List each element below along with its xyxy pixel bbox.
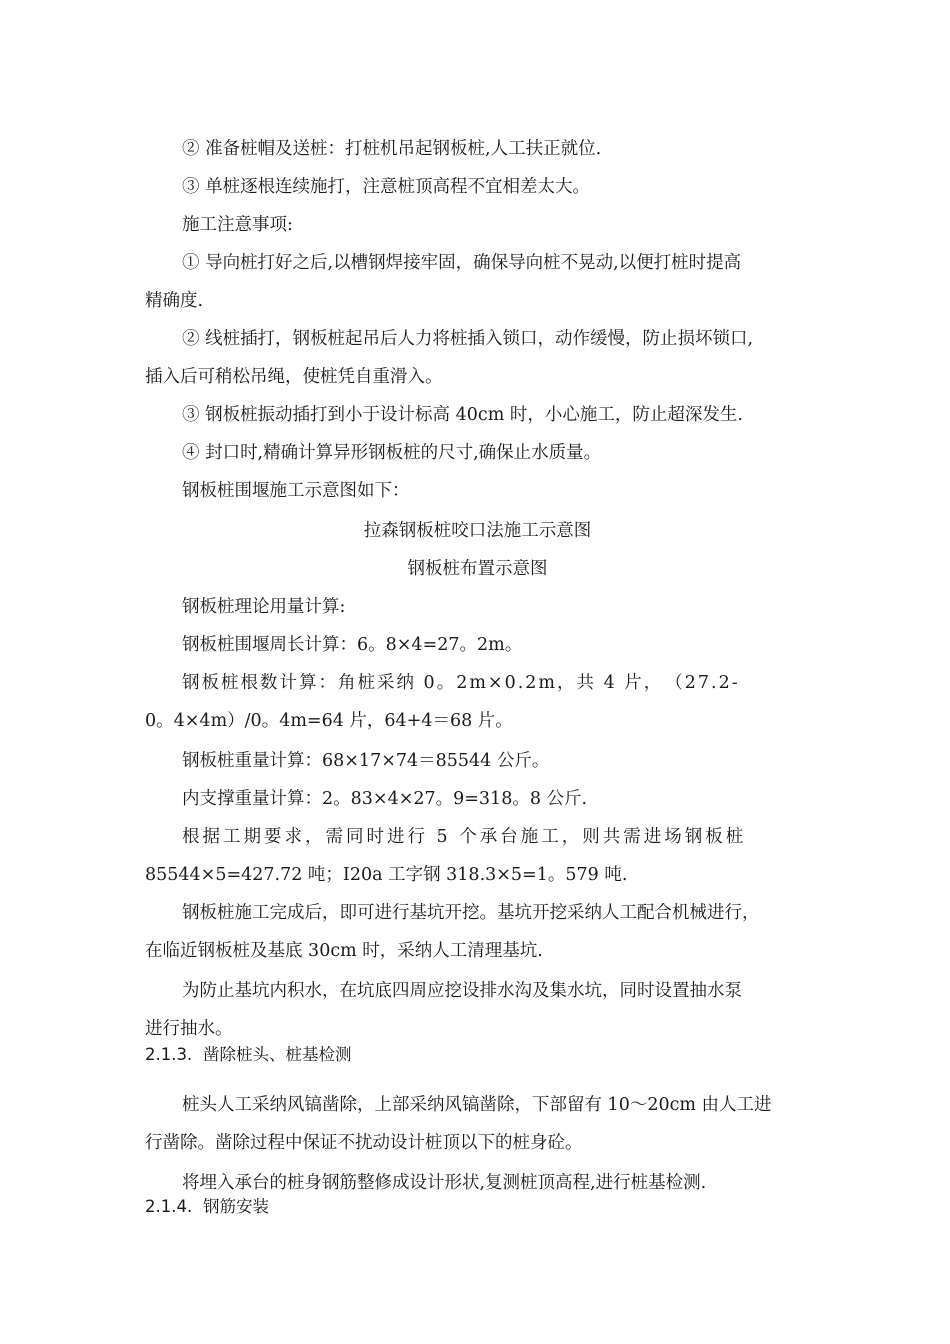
paragraph: 精确度. bbox=[145, 291, 204, 311]
section-heading bbox=[145, 1040, 352, 1070]
paragraph: 插入后可稍松吊绳，使桩凭自重滑入。 bbox=[145, 367, 443, 387]
paragraph: 为防止基坑内积水，在坑底四周应挖设排水沟及集水坑，同时设置抽水泵 bbox=[182, 981, 742, 1001]
paragraph: 内支撑重量计算：2。83×4×27。9=318。8 公斤. bbox=[182, 789, 588, 809]
paragraph: 施工注意事项: bbox=[182, 215, 293, 235]
paragraph: 85544×5=427.72 吨；Ⅰ20a 工字钢 318.3×5=1。579 吨. bbox=[145, 865, 628, 885]
paragraph: ③ 钢板桩振动插打到小于设计标高 40cm 时，小心施工，防止超深发生. bbox=[182, 405, 743, 425]
figure-caption: 拉森钢板桩咬口法施工示意图 bbox=[363, 521, 592, 541]
section-number: 2.1.4. bbox=[145, 1197, 193, 1216]
paragraph: 钢板桩重量计算：68×17×74＝85544 公斤。 bbox=[182, 751, 550, 771]
paragraph: 将埋入承台的桩身钢筋整修成设计形状,复测桩顶高程,进行桩基检测. bbox=[182, 1173, 707, 1193]
paragraph: 根据工期要求，需同时进行 5 个承台施工，则共需进场钢板桩 bbox=[182, 827, 747, 847]
paragraph: 钢板桩围堰施工示意图如下： bbox=[182, 481, 410, 501]
paragraph: ② 准备桩帽及送桩：打桩机吊起钢板桩,人工扶正就位. bbox=[182, 139, 602, 159]
paragraph: 在临近钢板桩及基底 30cm 时，采纳人工清理基坑. bbox=[145, 941, 543, 961]
section-title: 钢筋安装 bbox=[203, 1197, 269, 1216]
paragraph: 0。4×4m）/0。4m=64 片，64+4＝68 片。 bbox=[145, 711, 513, 731]
section-number: 2.1.3. bbox=[145, 1045, 193, 1064]
paragraph: ④ 封口时,精确计算异形钢板桩的尺寸,确保止水质量。 bbox=[182, 443, 602, 463]
section-title: 凿除桩头、桩基检测 bbox=[203, 1045, 352, 1064]
paragraph: 进行抽水。 bbox=[145, 1019, 233, 1039]
paragraph: ③ 单桩逐根连续施打，注意桩顶高程不宜相差太大。 bbox=[182, 177, 591, 197]
figure-caption: 钢板桩布置示意图 bbox=[407, 559, 548, 579]
paragraph: 钢板桩根数计算：角桩采纳 0。2m×0.2m，共 4 片， （27.2- bbox=[182, 673, 740, 693]
paragraph: 钢板桩理论用量计算: bbox=[182, 597, 346, 617]
paragraph: 钢板桩围堰周长计算：6。8×4=27。2m。 bbox=[182, 635, 523, 655]
paragraph: 桩头人工采纳风镐凿除，上部采纳风镐凿除，下部留有 10～20cm 由人工进 bbox=[182, 1095, 772, 1115]
section-heading bbox=[145, 1192, 269, 1222]
paragraph: 行凿除。凿除过程中保证不扰动设计桩顶以下的桩身砼。 bbox=[145, 1133, 583, 1153]
paragraph: 钢板桩施工完成后，即可进行基坑开挖。基坑开挖采纳人工配合机械进行， bbox=[182, 903, 760, 923]
paragraph: ① 导向桩打好之后,以槽钢焊接牢固，确保导向桩不晃动,以便打桩时提高 bbox=[182, 253, 742, 273]
paragraph: ② 线桩插打，钢板桩起吊后人力将桩插入锁口，动作缓慢，防止损坏锁口, bbox=[182, 329, 754, 349]
